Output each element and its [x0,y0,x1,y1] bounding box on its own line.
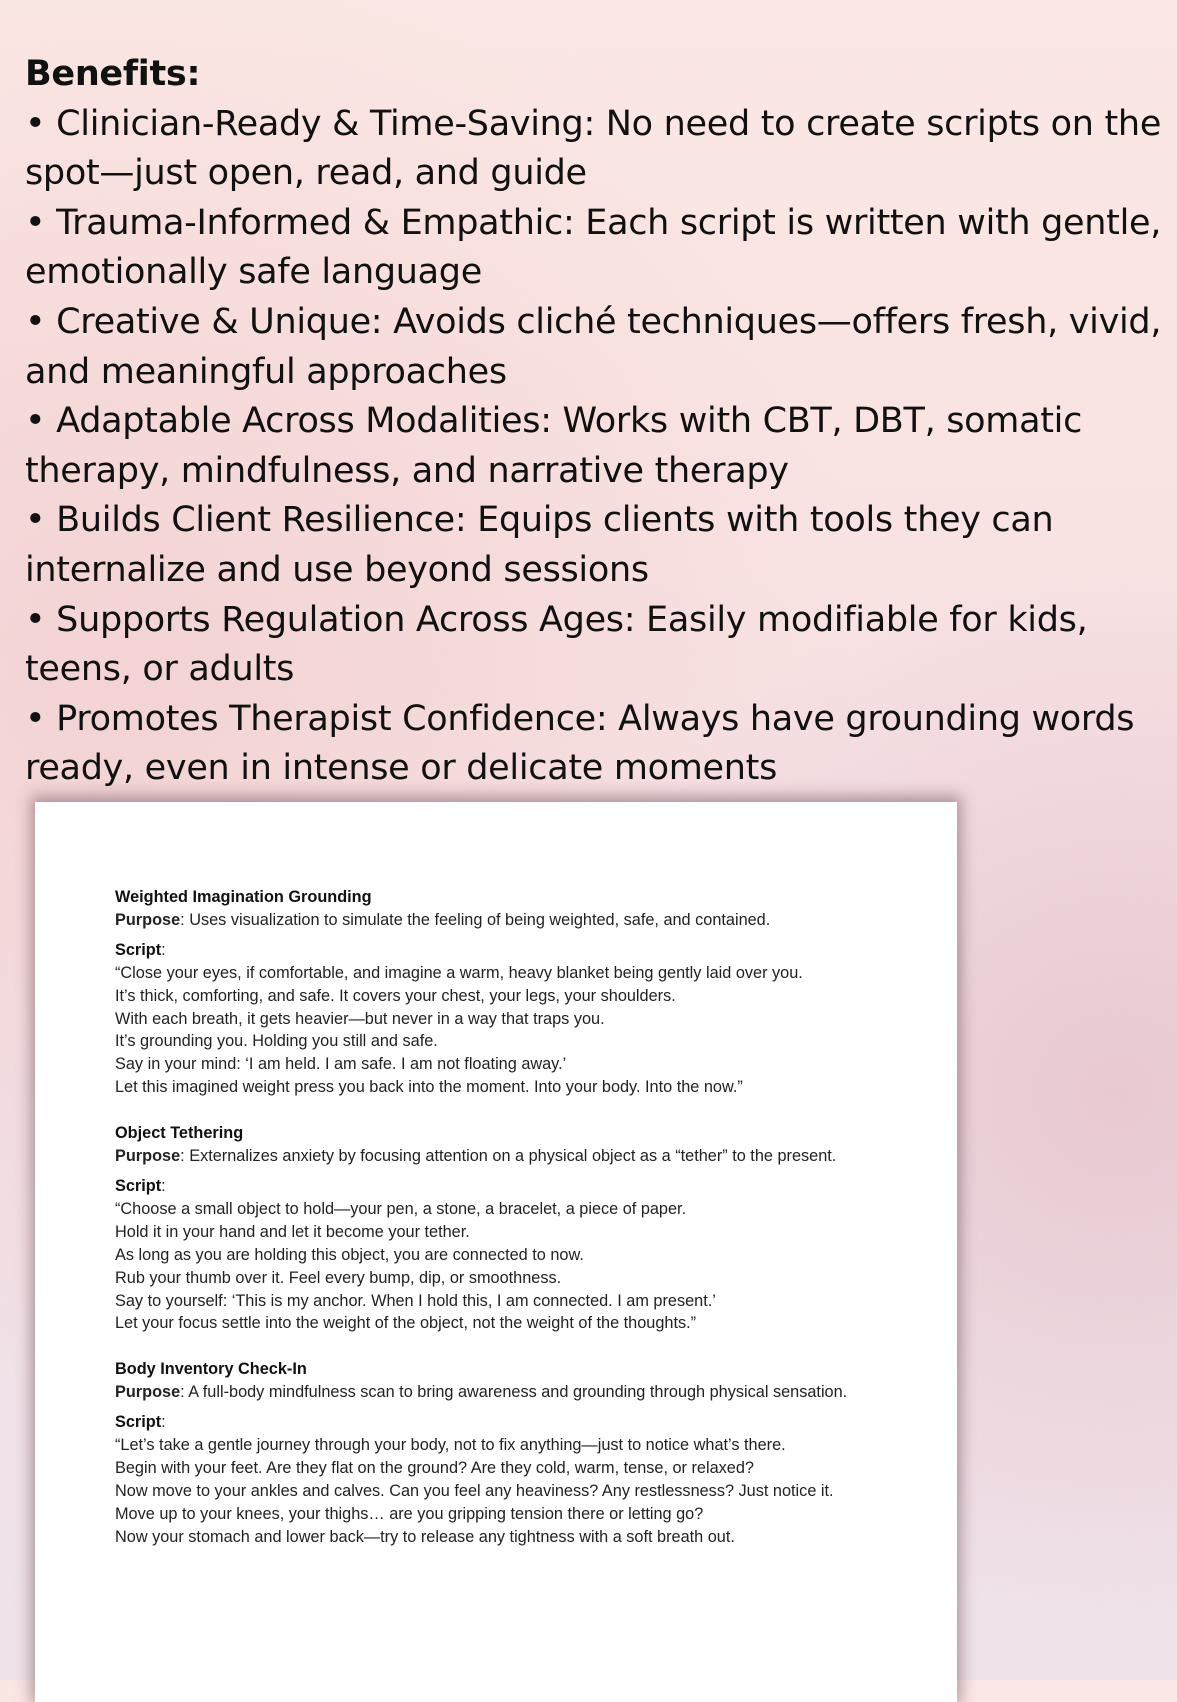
benefit-item: • Promotes Therapist Confidence: Always have grounding words ready, even in intense or delicate moments [25,698,1135,789]
purpose-label: Purpose [115,1383,181,1402]
purpose-label: Purpose [115,1147,181,1166]
benefit-item: • Clinician-Ready & Time-Saving: No need to create scripts on the spot—just open, read, and guide [25,103,1162,194]
script-line: It’s grounding you. Holding you still and safe. [115,1032,438,1051]
script-line: “Close your eyes, if comfortable, and imagine a warm, heavy blanket being gently laid over you. [115,963,803,982]
script-section [115,886,875,1099]
purpose-text: : Uses visualization to simulate the feeling of being weighted, safe, and contained. [180,910,771,929]
benefit-item: • Creative & Unique: Avoids cliché techniques—offers fresh, vivid, and meaningful approaches [25,301,1162,392]
benefits-heading: Benefits: [25,54,201,94]
script-line: It’s thick, comforting, and safe. It covers your chest, your legs, your shoulders. [115,986,676,1005]
script-label: Script [115,1176,162,1195]
benefits-section [25,50,1165,794]
script-line: With each breath, it gets heavier—but never in a way that traps you. [115,1009,605,1028]
section-purpose [115,909,875,932]
document-preview [35,802,957,1702]
section-title: Object Tethering [115,1124,244,1143]
script-line: Say to yourself: ‘This is my anchor. When I hold this, I am connected. I am present.’ [115,1291,716,1310]
section-purpose [115,1381,875,1404]
script-label: Script [115,1413,162,1432]
script-line: “Let’s take a gentle journey through your body, not to fix anything—just to notice what’s there. [115,1436,786,1455]
script-line: Now your stomach and lower back—try to release any tightness with a soft breath out. [115,1527,735,1546]
script-line: Let your focus settle into the weight of the object, not the weight of the thoughts.” [115,1314,697,1333]
script-line: As long as you are holding this object, you are connected to now. [115,1245,584,1264]
script-label: Script [115,940,162,959]
script-line: Rub your thumb over it. Feel every bump, dip, or smoothness. [115,1268,562,1287]
script-line: Now move to your ankles and calves. Can you feel any heaviness? Any restlessness? Just notice it. [115,1481,834,1500]
section-title: Weighted Imagination Grounding [115,888,372,906]
script-line: Hold it in your hand and let it become your tether. [115,1222,470,1241]
purpose-label: Purpose [115,910,181,929]
benefit-item: • Supports Regulation Across Ages: Easily modifiable for kids, teens, or adults [25,599,1088,690]
script-section [115,1358,875,1548]
script-label-row: Script: [115,940,166,959]
benefit-item: • Builds Client Resilience: Equips clients with tools they can internalize and use beyond sessions [25,500,1054,590]
script-section [115,1122,875,1335]
purpose-text: : Externalizes anxiety by focusing attention on a physical object as a “tether” to the present. [180,1147,837,1166]
script-line: Say in your mind: ‘I am held. I am safe. I am not floating away.’ [115,1055,567,1074]
script-line: “Choose a small object to hold—your pen, a stone, a bracelet, a piece of paper. [115,1199,687,1218]
purpose-text: : A full-body mindfulness scan to bring awareness and grounding through physical sensation. [180,1383,848,1402]
document-content [115,886,875,1572]
script-line: Move up to your knees, your thighs… are you gripping tension there or letting go? [115,1504,704,1523]
script-line: Begin with your feet. Are they flat on the ground? Are they cold, warm, tense, or relaxed? [115,1458,754,1477]
script-line: Let this imagined weight press you back into the moment. Into your body. Into the now.” [115,1078,743,1097]
benefit-item: • Adaptable Across Modalities: Works with CBT, DBT, somatic therapy, mindfulness, and narrative therapy [25,401,1083,491]
section-purpose [115,1145,875,1168]
benefit-item: • Trauma-Informed & Empathic: Each script is written with gentle, emotionally safe language [25,202,1162,293]
script-label-row: Script: [115,1176,166,1195]
script-label-row: Script: [115,1413,166,1432]
section-title: Body Inventory Check-In [115,1360,307,1379]
